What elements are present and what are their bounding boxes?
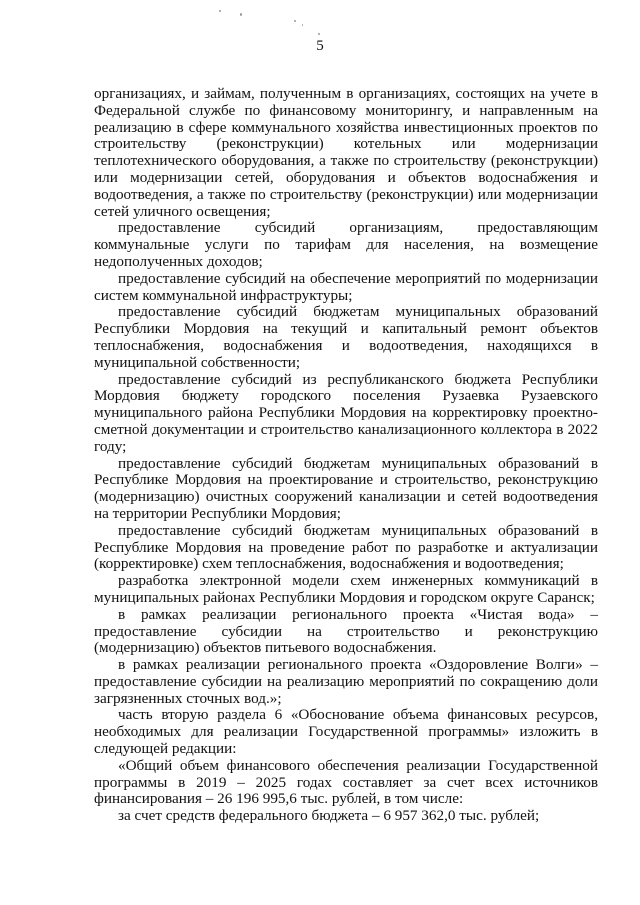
page-number: 5 [316,38,324,54]
paragraph-subsidies-utility-providers: предоставление субсидий организациям, предоставляющим коммунальные услуги по тарифам для населения, на возмещение недополученных доходов; [94,219,598,270]
document-body [94,86,598,825]
scan-speck [294,20,296,22]
paragraph-subsidies-infrastructure-modernization: предоставление субсидий на обеспечение мероприятий по модернизации систем коммунальной инфраструктуры; [94,269,598,304]
paragraph-financing-investment-projects: организациях, и займам, полученным в организациях, состоящих на учете в Федеральной службе по финансовому мониторингу, и направленным на реализацию в сфере коммунального хозяйства инвестиционных проектов по строительству (реконструкции) котельных или модернизации теплотехнического оборудования, а также по строительству (реконструкции) или модернизации сетей, оборудования и объектов водоснабжения и водоотведения, а также по строительству (реконструкции) или модернизации сетей уличного освещения; [94,85,598,220]
paragraph-clean-water-project: в рамках реализации регионального проекта «Чистая вода» – предоставление субсидии на строительство и реконструкцию (модернизацию) объектов питьевого водоснабжения. [94,605,598,657]
paragraph-subsidies-supply-schemes: предоставление субсидий бюджетам муниципальных образований в Республике Мордовия на проведение работ по разработке и актуализации (корректировке) схем теплоснабжения, водоснабжения и водоотведения; [94,521,598,573]
paragraph-subsidies-repair-municipal: предоставление субсидий бюджетам муниципальных образований Республики Мордовия на текущий и капитальный ремонт объектов теплоснабжения, водоснабжения и водоотведения, находящихся в муниципальной собственности; [94,303,598,371]
paragraph-electronic-model: разработка электронной модели схем инженерных коммуникаций в муниципальных районах Республики Мордовия и городском округе Саранск; [94,572,598,606]
paragraph-subsidies-ruzaevka-collector: предоставление субсидий из республиканского бюджета Республики Мордовия бюджету городского поселения Рузаевка Рузаевского муниципального района Республики Мордовия на корректировку проектно-сметной документации и строительство канализационного коллектора в 2022 году; [94,370,598,455]
scan-speck [219,10,221,12]
paragraph-volga-recovery-project: в рамках реализации регионального проекта «Оздоровление Волги» – предоставление субсидии на реализацию мероприятий по сокращению доли загрязненных сточных вод.»; [94,656,598,707]
paragraph-total-financing: «Общий объем финансового обеспечения реализации Государственной программы в 2019 – 2025 годах составляет за счет всех источников финансирования – 26 196 995,6 тыс. рублей, в том числе: [94,756,598,808]
scan-speck [240,13,242,16]
paragraph-section-6-amendment: часть вторую раздела 6 «Обоснование объема финансовых ресурсов, необходимых для реализации Государственной программы» изложить в следующей редакции: [94,706,598,758]
scan-speck [318,33,320,35]
paragraph-subsidies-treatment-facilities: предоставление субсидий бюджетам муниципальных образований в Республике Мордовия на проектирование и строительство, реконструкцию (модернизацию) очистных сооружений канализации и сетей водоотведения на территории Республики Мордовия; [94,454,598,522]
paragraph-federal-budget: за счет средств федерального бюджета – 6 957 362,0 тыс. рублей; [118,807,540,825]
scan-speck [302,24,303,26]
